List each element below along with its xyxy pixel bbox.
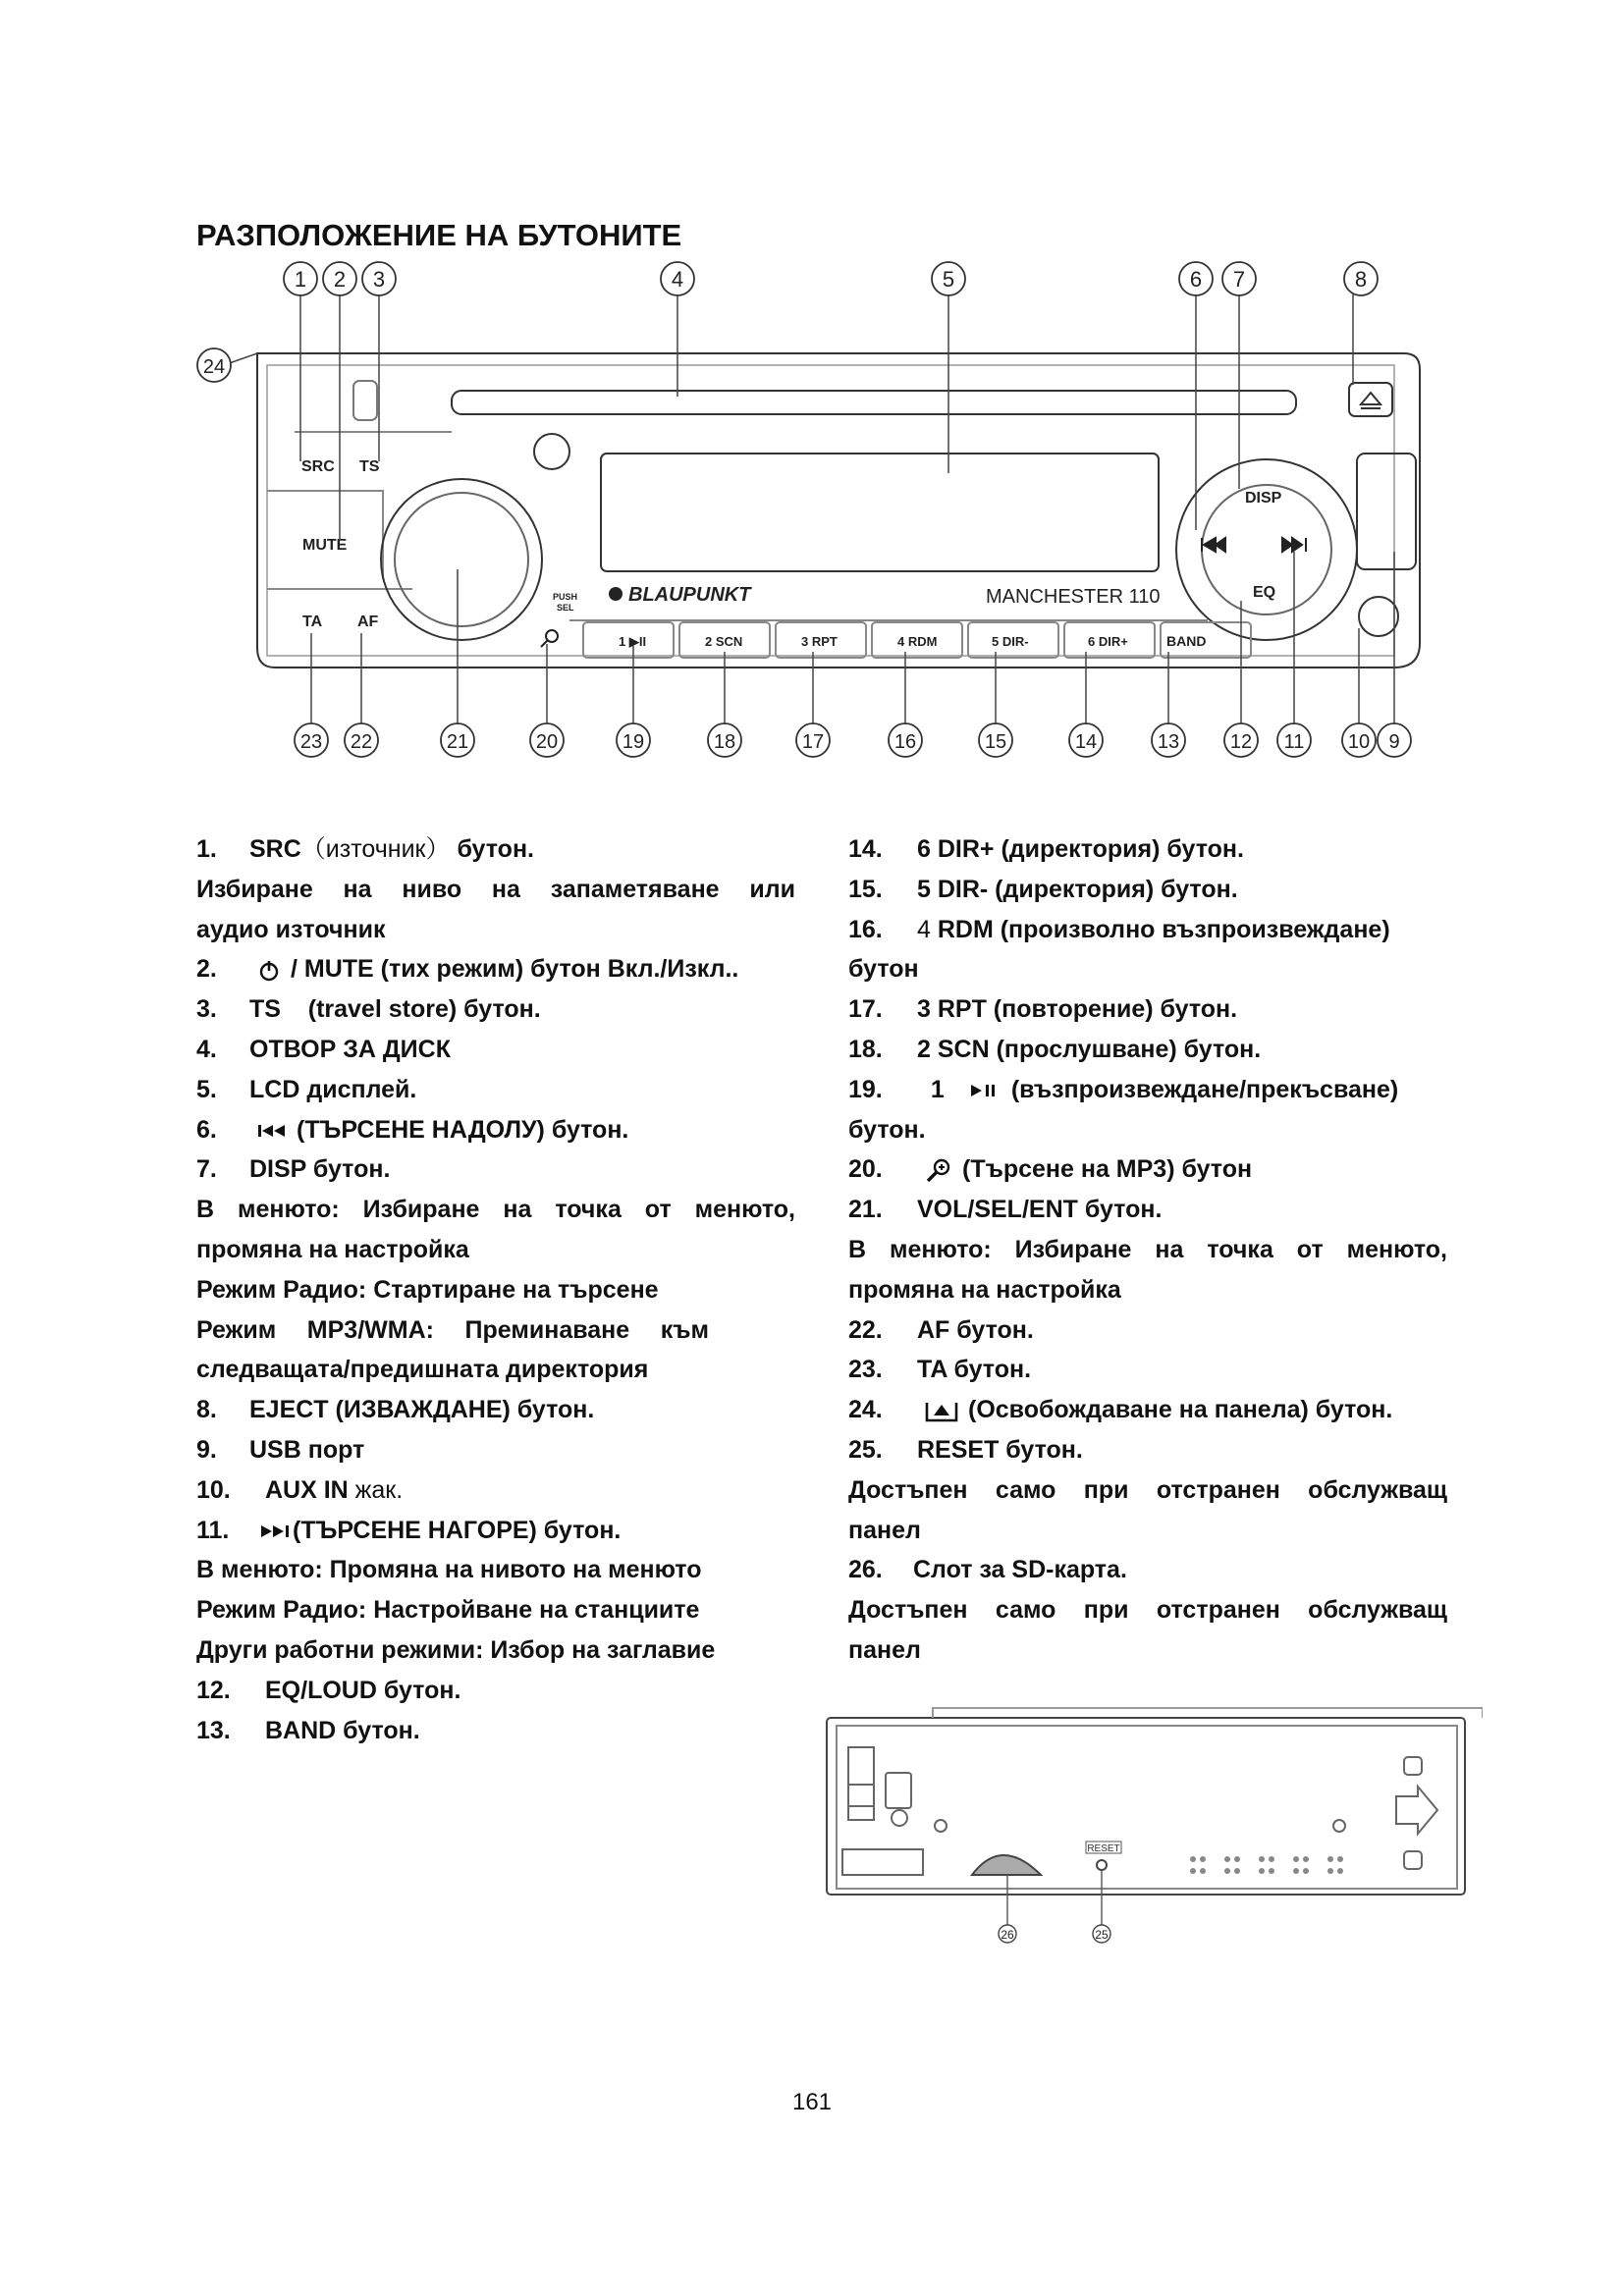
callout-4: 4 (671, 267, 684, 292)
legend-item-11: 11. (ТЪРСЕНЕ НАГОРЕ) бутон. В менюто: Промяна на нивото на менюто Режим Радио: Настройване на станциите Други работни режими: Избор на заглавие (196, 1516, 716, 1664)
callout-9: 9 (1388, 731, 1400, 753)
legend-item-2: 2. / MUTE (тих режим) бутон Вкл./Изкл.. (196, 955, 739, 984)
legend-item-23: 23. TA бутон. (848, 1356, 1032, 1384)
callout-3: 3 (372, 267, 386, 292)
preset-6: 6 DIR+ (1088, 634, 1128, 649)
legend-item-5: 5. LCD дисплей. (196, 1075, 417, 1103)
legend-item-24: 24. (Освобождаване на панела) бутон. (848, 1396, 1393, 1424)
callout-2: 2 (333, 267, 347, 292)
label-disp: DISP (1245, 490, 1282, 507)
callout-13: 13 (1157, 731, 1180, 753)
callout-18: 18 (713, 731, 736, 753)
label-eq: EQ (1253, 584, 1276, 601)
callout-17: 17 (801, 731, 825, 753)
seek-down-icon (257, 1123, 287, 1139)
disc-slot (452, 391, 1296, 414)
mp3-search-icon (925, 1157, 952, 1185)
callout-23: 23 (299, 731, 323, 753)
legend-item-13: 13. BAND бутон. (196, 1716, 420, 1744)
legend-item-22: 22. AF бутон. (848, 1315, 1034, 1344)
callout-16: 16 (893, 731, 917, 753)
preset-4: 4 RDM (897, 634, 938, 649)
legend-item-25: 25. RESET бутон. Достъпен само при отстранен обслужващ панел (848, 1435, 1447, 1544)
panel-release-icon (925, 1399, 958, 1424)
play-pause-icon (970, 1083, 998, 1098)
label-ta: TA (302, 614, 323, 630)
usb-port (1357, 454, 1416, 569)
legend-item-14: 14. 6 DIR+ (директория) бутон. (848, 835, 1244, 863)
label-push: PUSH (553, 592, 578, 602)
seek-down-icon (1202, 538, 1225, 552)
legend-item-1: 1. SRC（източник） бутон. Избиране на ниво на запаметяване или аудио източник (196, 835, 795, 943)
back-panel-diagram (815, 1669, 1483, 1944)
volume-knob (381, 479, 542, 640)
callout-14: 14 (1074, 731, 1098, 753)
seek-up-icon (1282, 538, 1306, 552)
reset-button (1097, 1860, 1107, 1870)
preset-3: 3 RPT (801, 634, 838, 649)
legend-item-21: 21. VOL/SEL/ENT бутон. В менюто: Избиране на точка от менюто, промяна на настройка (848, 1196, 1447, 1304)
legend-right-column (848, 829, 1447, 1671)
power-icon (257, 959, 281, 983)
legend-item-9: 9. USB порт (196, 1435, 365, 1464)
aux-in-jack (1359, 597, 1398, 636)
preset-5: 5 DIR- (992, 634, 1029, 649)
callout-10: 10 (1347, 731, 1371, 753)
page-title: РАЗПОЛОЖЕНИЕ НА БУТОНИТЕ (196, 218, 682, 252)
page-number: 161 (791, 2089, 833, 2115)
callout-1: 1 (294, 267, 307, 292)
label-src: SRC (301, 458, 335, 475)
label-af: AF (357, 614, 379, 630)
reset-label: RESET (1087, 1843, 1120, 1854)
callout-26: 26 (1001, 1928, 1014, 1942)
legend-item-8: 8. EJECT (ИЗВАЖДАНЕ) бутон. (196, 1396, 595, 1424)
legend-item-4: 4. ОТВОР ЗА ДИСК (196, 1035, 451, 1063)
preset-1: 1 ▶II (619, 634, 647, 649)
callout-25: 25 (1095, 1928, 1109, 1942)
sd-card-slot (972, 1855, 1041, 1875)
legend-item-12: 12. EQ/LOUD бутон. (196, 1676, 461, 1704)
device-front-diagram (0, 0, 1624, 785)
callout-22: 22 (350, 731, 373, 753)
callout-20: 20 (535, 731, 559, 753)
callout-7: 7 (1232, 267, 1246, 292)
legend-item-18: 18. 2 SCN (прослушване) бутон. (848, 1035, 1262, 1063)
legend-item-15: 15. 5 DIR- (директория) бутон. (848, 875, 1238, 903)
legend-item-10: 10. AUX IN жак. (196, 1475, 404, 1504)
label-band: BAND (1166, 633, 1207, 649)
legend-item-17: 17. 3 RPT (повторение) бутон. (848, 995, 1238, 1024)
callout-5: 5 (942, 267, 955, 292)
lcd-display (601, 454, 1159, 571)
legend-left-column (196, 829, 795, 1750)
mp3-search-icon (541, 630, 558, 647)
arrow-right-icon (1396, 1787, 1437, 1834)
legend-item-6: 6. (ТЪРСЕНЕ НАДОЛУ) бутон. (196, 1115, 629, 1144)
label-mute: MUTE (302, 537, 348, 554)
callout-11: 11 (1283, 731, 1305, 753)
eject-button (1349, 383, 1392, 416)
callout-8: 8 (1354, 267, 1368, 292)
preset-2: 2 SCN (705, 634, 743, 649)
seek-up-icon (259, 1523, 291, 1539)
callout-24: 24 (202, 356, 226, 378)
nav-ring (1176, 459, 1357, 640)
callout-19: 19 (622, 731, 645, 753)
model-name: MANCHESTER 110 (986, 586, 1161, 608)
label-ts: TS (359, 458, 380, 475)
legend-item-26: 26. Слот за SD-карта. Достъпен само при отстранен обслужващ панел (848, 1556, 1447, 1664)
label-sel: SEL (557, 603, 574, 613)
legend-item-7: 7. DISP бутон. В менюто: Избиране на точка от менюто, промяна на настройка Режим Радио: Стартиране на търсене Режим MP3/WMA: Преминаване към следващата/предишната директория (196, 1155, 795, 1384)
callout-12: 12 (1229, 731, 1253, 753)
legend-item-20: 20. (Търсене на MP3) бутон (848, 1155, 1253, 1184)
brand-logo: BLAUPUNKT (628, 584, 751, 606)
legend-item-3: 3. TS (travel store) бутон. (196, 995, 541, 1024)
legend-item-16: 16. 4 RDM (произволно възпроизвеждане) бутон (848, 915, 1390, 984)
callout-21: 21 (446, 731, 469, 753)
callout-6: 6 (1189, 267, 1203, 292)
callout-15: 15 (984, 731, 1007, 753)
legend-item-19: 19. 1 (възпроизвеждане/прекъсване) бутон. (848, 1075, 1399, 1144)
